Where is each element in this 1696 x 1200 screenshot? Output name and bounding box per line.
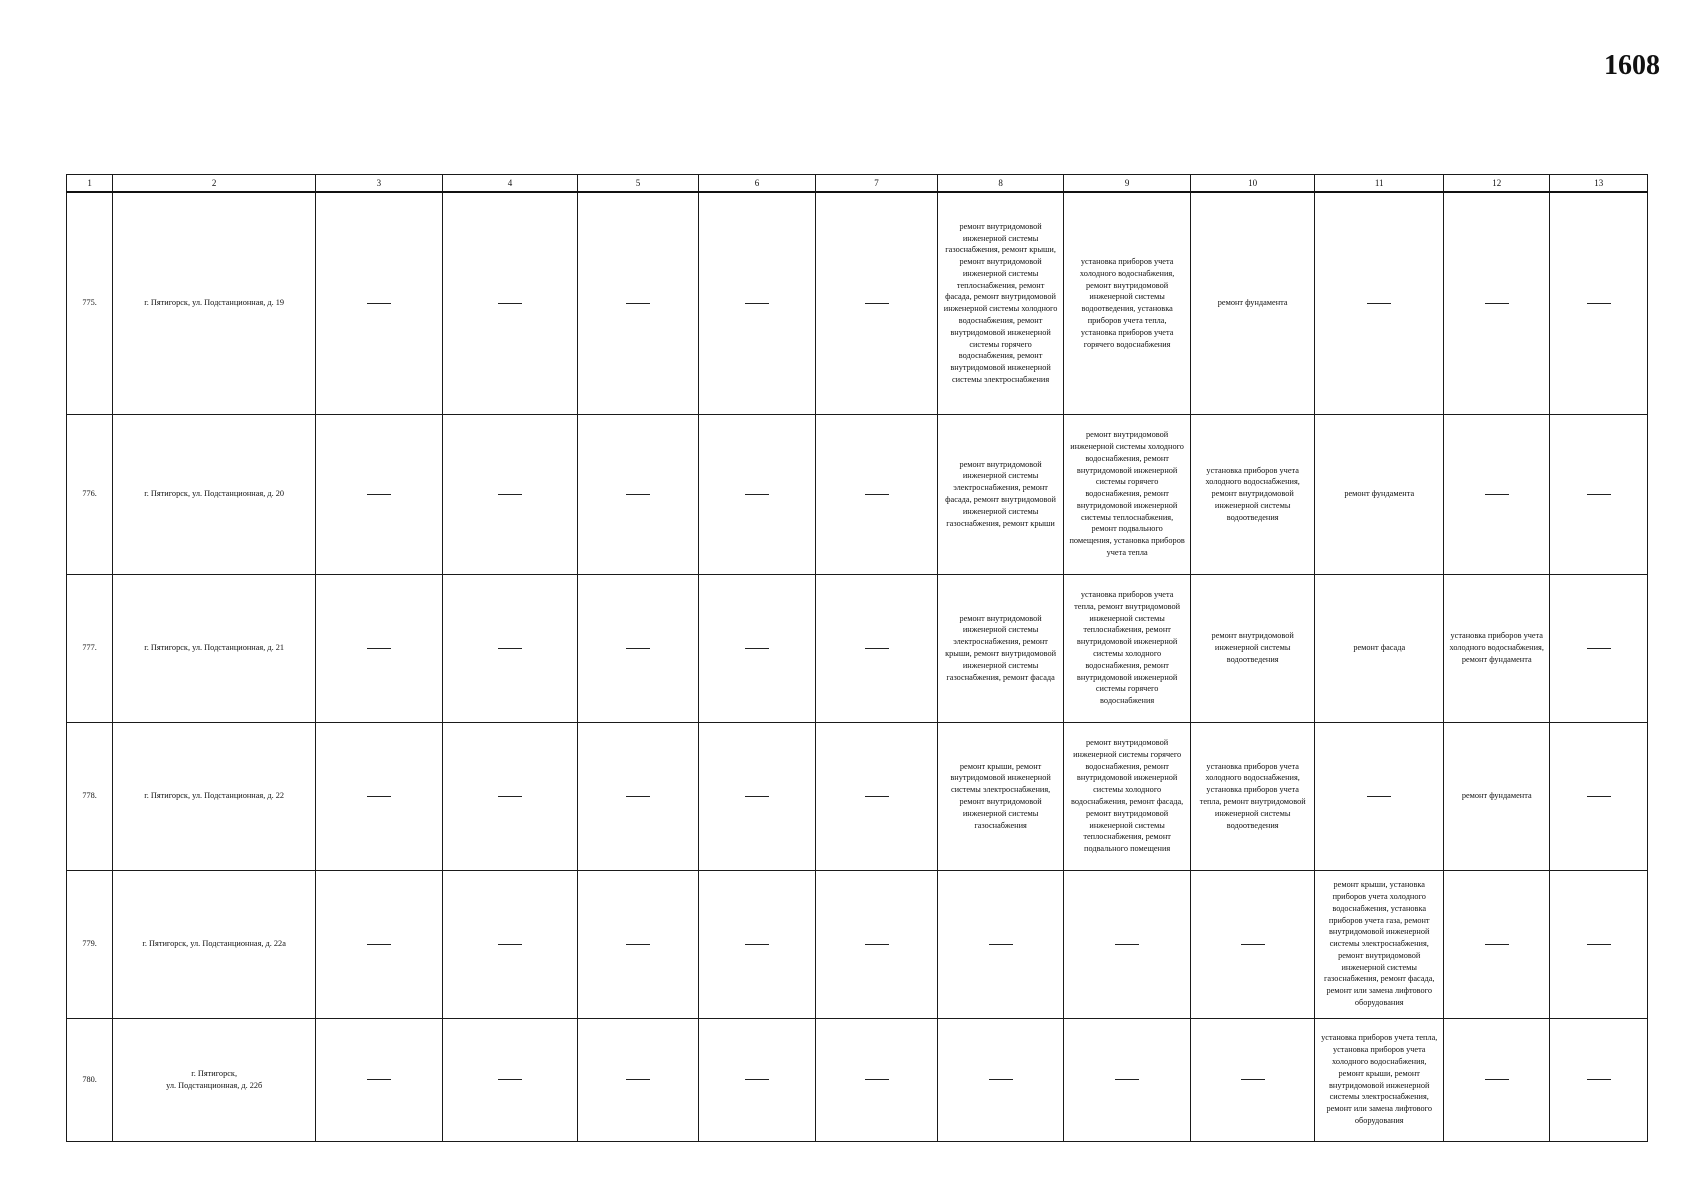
empty-cell — [1550, 1018, 1648, 1141]
column-header: 1 — [67, 175, 113, 193]
empty-cell — [316, 574, 443, 722]
work-text: ремонт фундамента — [1344, 489, 1415, 499]
column-header: 13 — [1550, 175, 1648, 193]
empty-cell — [937, 1018, 1064, 1141]
dash-mark — [367, 494, 391, 495]
work-cell — [1064, 574, 1191, 722]
column-header: 11 — [1315, 175, 1444, 193]
empty-cell — [937, 870, 1064, 1018]
work-cell — [1315, 870, 1444, 1018]
work-cell — [1064, 192, 1191, 414]
dash-mark — [498, 1079, 522, 1080]
empty-cell — [578, 870, 699, 1018]
empty-cell — [1444, 1018, 1550, 1141]
work-text: ремонт внутридомовой инженерной системы холодного водоснабжения, ремонт внутридомовой инженерной системы горячего водоснабжения, ремонт внутридомовой инженерной системы теплоснабжения, ремонт подвального помещения, установка приборов учета тепла — [1069, 430, 1185, 558]
work-text: ремонт внутридомовой инженерной системы горячего водоснабжения, ремонт внутридомовой инженерной системы холодного водоснабжения, ремонт фасада, ремонт внутридомовой инженерной системы теплоснабжения, ремонт подвального помещения — [1071, 738, 1184, 854]
column-number-row — [67, 175, 1648, 193]
row-number: 776. — [67, 414, 113, 574]
table-row — [67, 722, 1648, 870]
address-cell: г. Пятигорск, ул. Подстанционная, д. 20 — [113, 414, 316, 574]
work-text: установка приборов учета холодного водоснабжения, установка приборов учета тепла, ремонт внутридомовой инженерной системы водоотведения — [1199, 761, 1306, 830]
column-header: 10 — [1190, 175, 1315, 193]
dash-mark — [367, 303, 391, 304]
empty-cell — [1190, 870, 1315, 1018]
dash-mark — [626, 494, 650, 495]
work-cell — [937, 722, 1064, 870]
work-cell — [1315, 414, 1444, 574]
dash-mark — [1587, 1079, 1611, 1080]
dash-mark — [1485, 303, 1509, 304]
address-line: ул. Подстанционная, д. 22б — [166, 1080, 263, 1090]
dash-mark — [745, 494, 769, 495]
empty-cell — [442, 722, 578, 870]
dash-mark — [498, 944, 522, 945]
work-cell — [1190, 414, 1315, 574]
empty-cell — [816, 722, 938, 870]
work-cell — [1444, 574, 1550, 722]
empty-cell — [1550, 574, 1648, 722]
empty-cell — [1064, 1018, 1191, 1141]
work-text: ремонт фундамента — [1217, 298, 1288, 308]
work-text: ремонт внутридомовой инженерной системы электроснабжения, ремонт фасада, ремонт внутридомовой инженерной системы газоснабжения, ремонт крыши — [945, 459, 1056, 528]
dash-mark — [1587, 648, 1611, 649]
dash-mark — [367, 944, 391, 945]
dash-mark — [865, 303, 889, 304]
dash-mark — [1367, 303, 1391, 304]
row-number: 777. — [67, 574, 113, 722]
empty-cell — [1190, 1018, 1315, 1141]
address-cell: г. Пятигорск, ул. Подстанционная, д. 22а — [113, 870, 316, 1018]
empty-cell — [316, 1018, 443, 1141]
work-cell — [1064, 722, 1191, 870]
dash-mark — [498, 303, 522, 304]
work-cell — [937, 192, 1064, 414]
empty-cell — [442, 192, 578, 414]
work-text: ремонт крыши, ремонт внутридомовой инженерной системы электроснабжения, ремонт внутридомовой инженерной системы газоснабжения — [950, 761, 1051, 830]
table-row — [67, 574, 1648, 722]
work-text: ремонт фасада — [1353, 643, 1406, 653]
empty-cell — [1315, 722, 1444, 870]
capital-repair-table — [66, 174, 1648, 1142]
dash-mark — [745, 944, 769, 945]
work-cell — [1064, 414, 1191, 574]
empty-cell — [316, 414, 443, 574]
empty-cell — [578, 574, 699, 722]
empty-cell — [442, 870, 578, 1018]
dash-mark — [865, 1079, 889, 1080]
dash-mark — [1587, 494, 1611, 495]
empty-cell — [1550, 192, 1648, 414]
empty-cell — [1550, 722, 1648, 870]
empty-cell — [698, 192, 816, 414]
work-cell — [1190, 574, 1315, 722]
dash-mark — [989, 944, 1013, 945]
table-row — [67, 870, 1648, 1018]
work-text: ремонт внутридомовой инженерной системы водоотведения — [1211, 631, 1294, 664]
empty-cell — [316, 192, 443, 414]
column-header: 9 — [1064, 175, 1191, 193]
dash-mark — [367, 796, 391, 797]
work-cell — [1190, 192, 1315, 414]
dash-mark — [626, 1079, 650, 1080]
work-text: установка приборов учета тепла, установка приборов учета холодного водоснабжения, ремонт крыши, ремонт внутридомовой инженерной системы электроснабжения, ремонт или замена лифтового оборудования — [1321, 1033, 1438, 1125]
empty-cell — [1550, 870, 1648, 1018]
dash-mark — [1485, 1079, 1509, 1080]
work-text: ремонт крыши, установка приборов учета холодного водоснабжения, установка приборов учета газа, ремонт внутридомовой инженерной системы электроснабжения, ремонт внутридомовой инженерной системы газоснабжения, ремонт фасада, ремонт или замена лифтового оборудования — [1323, 880, 1435, 1008]
work-text: ремонт внутридомовой инженерной системы газоснабжения, ремонт крыши, ремонт внутридомовой инженерной системы теплоснабжения, ремонт фасада, ремонт внутридомовой инженерной системы холодного водоснабжения, ремонт внутридомовой инженерной системы горячего водоснабжения, ремонт внутридомовой инженерной системы электроснабжения — [943, 221, 1058, 384]
column-header: 2 — [113, 175, 316, 193]
work-text: ремонт внутридомовой инженерной системы электроснабжения, ремонт крыши, ремонт внутридомовой инженерной системы газоснабжения, ремонт фасада — [945, 613, 1057, 682]
empty-cell — [316, 870, 443, 1018]
row-number: 780. — [67, 1018, 113, 1141]
row-number: 779. — [67, 870, 113, 1018]
column-header: 8 — [937, 175, 1064, 193]
dash-mark — [498, 796, 522, 797]
empty-cell — [578, 1018, 699, 1141]
work-cell — [1315, 574, 1444, 722]
dash-mark — [626, 303, 650, 304]
empty-cell — [442, 1018, 578, 1141]
row-number: 778. — [67, 722, 113, 870]
work-cell — [1190, 722, 1315, 870]
dash-mark — [1241, 944, 1265, 945]
empty-cell — [698, 574, 816, 722]
dash-mark — [1485, 494, 1509, 495]
dash-mark — [1115, 944, 1139, 945]
empty-cell — [442, 574, 578, 722]
work-cell — [1315, 1018, 1444, 1141]
work-text: установка приборов учета холодного водоснабжения, ремонт внутридомовой инженерной системы водоотведения — [1205, 465, 1300, 522]
dash-mark — [745, 303, 769, 304]
dash-mark — [865, 796, 889, 797]
dash-mark — [989, 1079, 1013, 1080]
dash-mark — [745, 1079, 769, 1080]
dash-mark — [1367, 796, 1391, 797]
dash-mark — [1241, 1079, 1265, 1080]
empty-cell — [698, 870, 816, 1018]
work-cell — [937, 574, 1064, 722]
address-cell: г. Пятигорск, ул. Подстанционная, д. 21 — [113, 574, 316, 722]
dash-mark — [1587, 944, 1611, 945]
dash-mark — [745, 796, 769, 797]
table-row — [67, 192, 1648, 414]
empty-cell — [1444, 870, 1550, 1018]
empty-cell — [1550, 414, 1648, 574]
dash-mark — [1587, 796, 1611, 797]
empty-cell — [698, 414, 816, 574]
work-text: установка приборов учета тепла, ремонт внутридомовой инженерной системы теплоснабжения, ремонт внутридомовой инженерной системы холодного водоснабжения, ремонт внутридомовой инженерной системы горячего водоснабжения — [1074, 590, 1181, 706]
empty-cell — [1444, 192, 1550, 414]
empty-cell — [1064, 870, 1191, 1018]
dash-mark — [1115, 1079, 1139, 1080]
dash-mark — [745, 648, 769, 649]
page-number: 1608 — [1604, 50, 1660, 81]
empty-cell — [816, 1018, 938, 1141]
empty-cell — [816, 574, 938, 722]
empty-cell — [1444, 414, 1550, 574]
dash-mark — [1485, 944, 1509, 945]
column-header: 5 — [578, 175, 699, 193]
work-text: установка приборов учета холодного водоснабжения, ремонт фундамента — [1449, 631, 1544, 664]
dash-mark — [498, 648, 522, 649]
empty-cell — [816, 192, 938, 414]
column-header: 6 — [698, 175, 816, 193]
dash-mark — [865, 648, 889, 649]
dash-mark — [367, 648, 391, 649]
empty-cell — [816, 870, 938, 1018]
address-cell: г. Пятигорск, ул. Подстанционная, д. 22 — [113, 722, 316, 870]
dash-mark — [626, 944, 650, 945]
table-row — [67, 1018, 1648, 1141]
empty-cell — [316, 722, 443, 870]
column-header: 3 — [316, 175, 443, 193]
empty-cell — [578, 414, 699, 574]
table-row — [67, 414, 1648, 574]
dash-mark — [865, 944, 889, 945]
empty-cell — [816, 414, 938, 574]
work-cell — [1444, 722, 1550, 870]
dash-mark — [865, 494, 889, 495]
empty-cell — [1315, 192, 1444, 414]
dash-mark — [498, 494, 522, 495]
dash-mark — [626, 648, 650, 649]
address-cell: г. Пятигорск, ул. Подстанционная, д. 19 — [113, 192, 316, 414]
column-header: 7 — [816, 175, 938, 193]
empty-cell — [698, 722, 816, 870]
work-cell — [937, 414, 1064, 574]
column-header: 12 — [1444, 175, 1550, 193]
row-number: 775. — [67, 192, 113, 414]
address-cell — [113, 1018, 316, 1141]
address-line: г. Пятигорск, — [191, 1068, 238, 1078]
empty-cell — [698, 1018, 816, 1141]
empty-cell — [578, 722, 699, 870]
dash-mark — [367, 1079, 391, 1080]
work-text: ремонт фундамента — [1461, 791, 1532, 801]
dash-mark — [1587, 303, 1611, 304]
column-header: 4 — [442, 175, 578, 193]
dash-mark — [626, 796, 650, 797]
empty-cell — [442, 414, 578, 574]
empty-cell — [578, 192, 699, 414]
work-text: установка приборов учета холодного водоснабжения, ремонт внутридомовой инженерной системы водоотведения, установка приборов учета тепла, установка приборов учета горячего водоснабжения — [1079, 257, 1175, 349]
